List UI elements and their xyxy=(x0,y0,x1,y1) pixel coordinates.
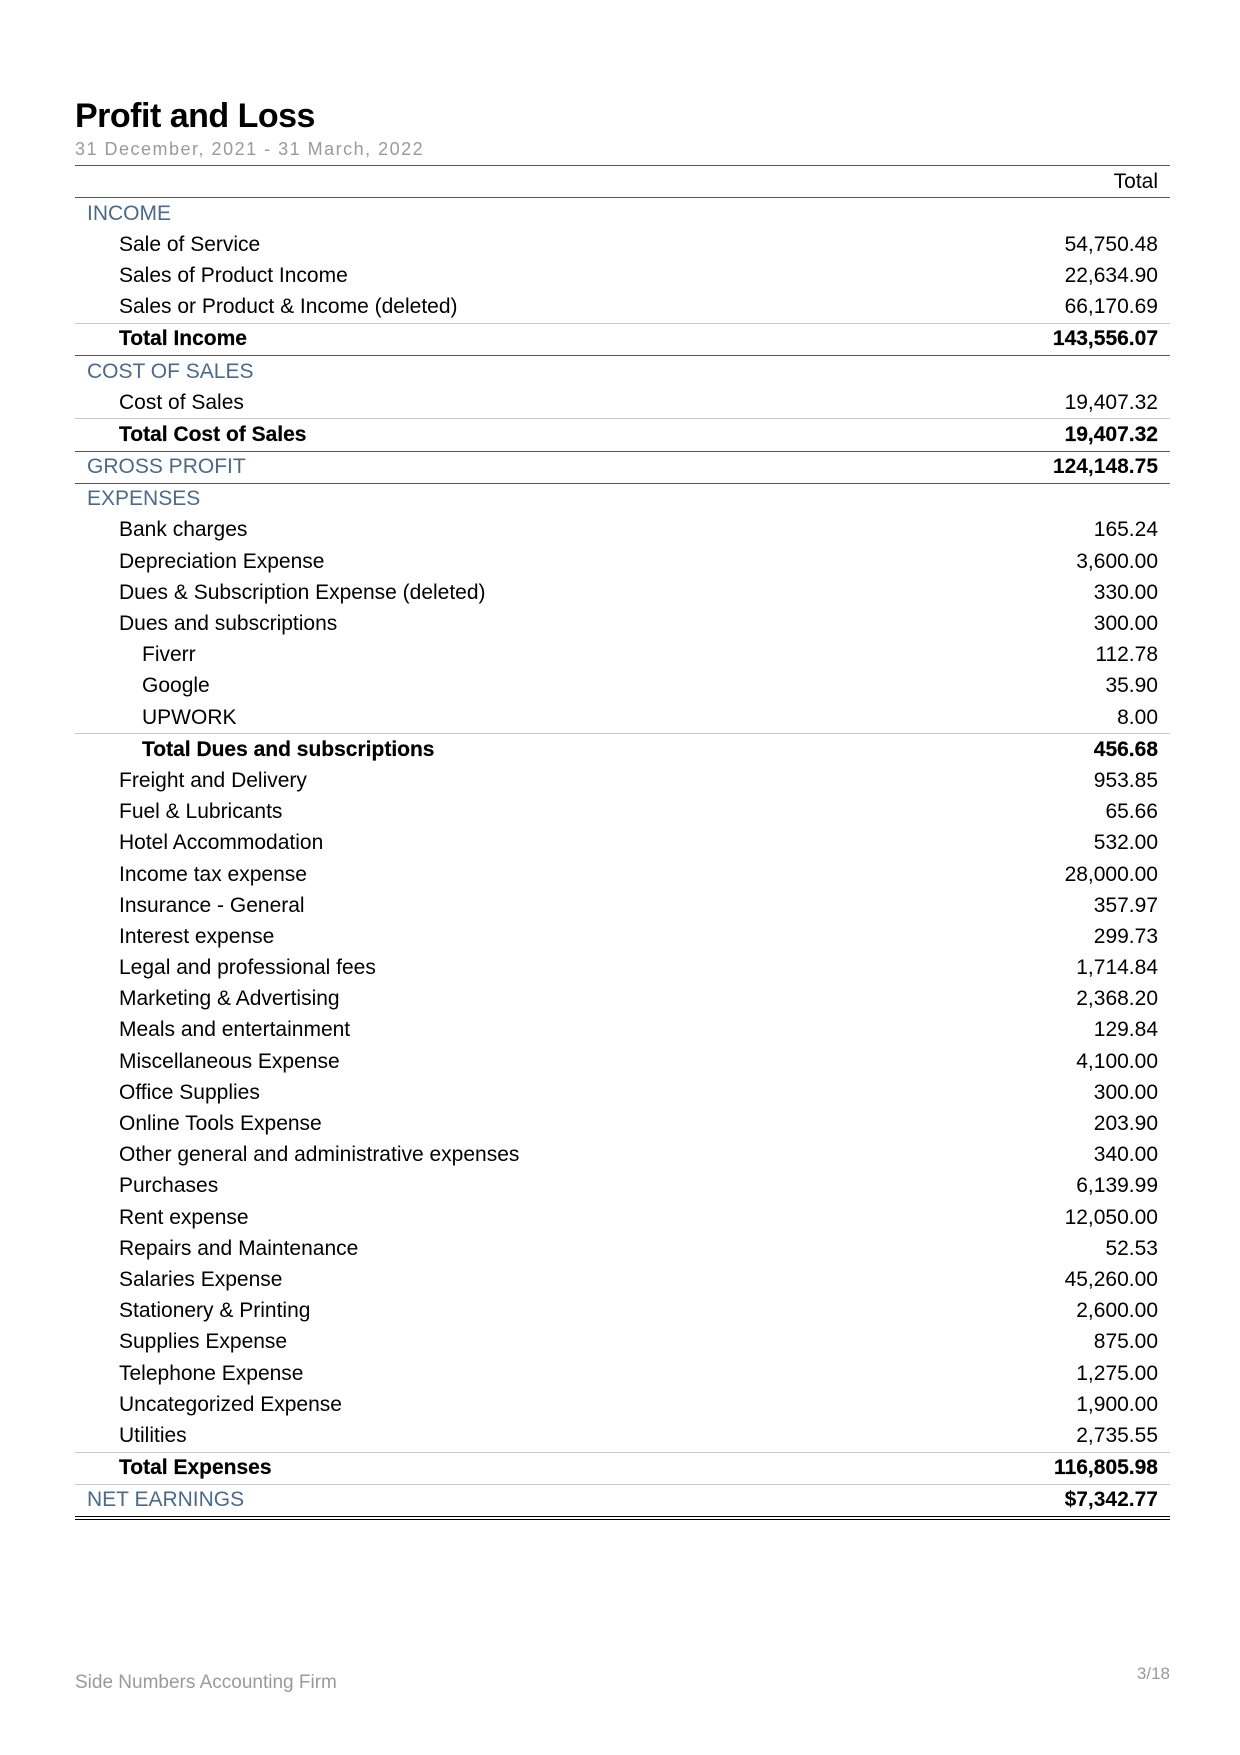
line-item-row xyxy=(75,702,1170,733)
line-item-amount: 65.66 xyxy=(1105,800,1158,824)
line-item-amount: 2,600.00 xyxy=(1076,1299,1158,1323)
column-header-row xyxy=(75,165,1170,198)
section-income-heading xyxy=(75,198,1170,229)
total-amount: 19,407.32 xyxy=(1064,422,1158,446)
line-item-amount: 2,368.20 xyxy=(1076,987,1158,1011)
line-item-row xyxy=(75,1202,1170,1233)
line-item-label: Google xyxy=(142,674,210,698)
line-item-label: Sales or Product & Income (deleted) xyxy=(119,295,458,319)
line-item-label: Supplies Expense xyxy=(119,1330,288,1354)
line-item-amount: 66,170.69 xyxy=(1064,295,1158,319)
line-item-label: Marketing & Advertising xyxy=(119,987,340,1011)
line-item-row xyxy=(75,577,1170,608)
line-item-row xyxy=(75,953,1170,984)
section-label: EXPENSES xyxy=(87,487,201,511)
line-item-row xyxy=(75,260,1170,291)
report-period: 31 December, 2021 - 31 March, 2022 xyxy=(75,139,425,159)
total-income-row xyxy=(75,323,1170,356)
line-item-amount: 330.00 xyxy=(1093,580,1158,604)
line-item-label: Freight and Delivery xyxy=(119,768,307,792)
dues-subitems xyxy=(75,640,1170,734)
line-item-amount: 54,750.48 xyxy=(1064,232,1158,256)
line-item-amount: 8.00 xyxy=(1117,705,1158,729)
line-item-amount: 52.53 xyxy=(1105,1236,1158,1260)
total-expenses-row xyxy=(75,1452,1170,1484)
report-title: Profit and Loss xyxy=(75,97,315,135)
line-item-amount: 12,050.00 xyxy=(1064,1205,1158,1229)
line-item-amount: 300.00 xyxy=(1093,1080,1158,1104)
line-item-label: Utilities xyxy=(119,1423,187,1447)
line-item-row xyxy=(75,1327,1170,1358)
line-item-row xyxy=(75,1358,1170,1389)
line-item-row xyxy=(75,1233,1170,1264)
line-item-row xyxy=(75,229,1170,260)
line-item-row xyxy=(75,984,1170,1015)
line-item-label: Dues and subscriptions xyxy=(119,612,338,636)
total-amount: 456.68 xyxy=(1093,737,1158,761)
line-item-row xyxy=(75,292,1170,323)
section-expenses-heading xyxy=(75,484,1170,515)
line-item-label: Meals and entertainment xyxy=(119,1018,351,1042)
line-item-amount: 112.78 xyxy=(1095,643,1158,667)
line-item-label: Bank charges xyxy=(119,518,248,542)
cost-of-sales-items xyxy=(75,387,1170,418)
line-item-row xyxy=(75,671,1170,702)
line-item-label: Cost of Sales xyxy=(119,390,244,414)
line-item-row xyxy=(75,797,1170,828)
line-item-label: Telephone Expense xyxy=(119,1361,304,1385)
line-item-amount: 35.90 xyxy=(1105,674,1158,698)
line-item-amount: 19,407.32 xyxy=(1064,390,1158,414)
total-cost-of-sales-row xyxy=(75,418,1170,451)
line-item-row xyxy=(75,608,1170,639)
line-item-label: Rent expense xyxy=(119,1205,249,1229)
line-item-row xyxy=(75,1264,1170,1295)
section-label: COST OF SALES xyxy=(87,359,254,383)
section-cost-of-sales-heading xyxy=(75,356,1170,387)
expense-items-after xyxy=(75,765,1170,1451)
line-item-amount: 6,139.99 xyxy=(1076,1174,1158,1198)
report-body xyxy=(75,198,1170,1520)
line-item-row xyxy=(75,828,1170,859)
line-item-label: Repairs and Maintenance xyxy=(119,1236,359,1260)
line-item-label: Online Tools Expense xyxy=(119,1112,322,1136)
line-item-label: Uncategorized Expense xyxy=(119,1392,342,1416)
line-item-label: Office Supplies xyxy=(119,1080,260,1104)
line-item-amount: 532.00 xyxy=(1093,831,1158,855)
line-item-amount: 357.97 xyxy=(1093,893,1158,917)
line-item-label: Interest expense xyxy=(119,924,275,948)
net-earnings-row xyxy=(75,1484,1170,1520)
line-item-label: Dues & Subscription Expense (deleted) xyxy=(119,580,486,604)
line-item-row xyxy=(75,1296,1170,1327)
total-label: Total Cost of Sales xyxy=(119,422,307,446)
line-item-label: Hotel Accommodation xyxy=(119,831,324,855)
line-item-amount: 1,900.00 xyxy=(1076,1392,1158,1416)
expense-items-before xyxy=(75,515,1170,640)
net-earnings-amount: $7,342.77 xyxy=(1064,1488,1158,1512)
line-item-label: Legal and professional fees xyxy=(119,956,376,980)
line-item-amount: 875.00 xyxy=(1093,1330,1158,1354)
line-item-label: Salaries Expense xyxy=(119,1267,283,1291)
line-item-label: UPWORK xyxy=(142,705,237,729)
line-item-row xyxy=(75,1140,1170,1171)
line-item-amount: 165.24 xyxy=(1093,518,1158,542)
line-item-amount: 1,275.00 xyxy=(1076,1361,1158,1385)
footer-page-number: 3/18 xyxy=(1136,1664,1170,1683)
total-amount: 143,556.07 xyxy=(1052,327,1158,351)
line-item-label: Sale of Service xyxy=(119,232,261,256)
gross-profit-row xyxy=(75,452,1170,484)
line-item-row xyxy=(75,1420,1170,1451)
net-earnings-label: NET EARNINGS xyxy=(87,1488,245,1512)
line-item-row xyxy=(75,890,1170,921)
line-item-amount: 45,260.00 xyxy=(1064,1267,1158,1291)
line-item-amount: 3,600.00 xyxy=(1076,549,1158,573)
total-label: Total Dues and subscriptions xyxy=(142,737,435,761)
line-item-label: Depreciation Expense xyxy=(119,549,325,573)
line-item-amount: 28,000.00 xyxy=(1064,862,1158,886)
line-item-row xyxy=(75,921,1170,952)
line-item-row xyxy=(75,1015,1170,1046)
line-item-amount: 1,714.84 xyxy=(1076,956,1158,980)
section-label: INCOME xyxy=(87,201,171,225)
line-item-row xyxy=(75,1171,1170,1202)
line-item-amount: 299.73 xyxy=(1093,924,1158,948)
line-item-row xyxy=(75,1389,1170,1420)
line-item-amount: 4,100.00 xyxy=(1076,1049,1158,1073)
line-item-label: Fuel & Lubricants xyxy=(119,800,283,824)
line-item-amount: 129.84 xyxy=(1093,1018,1158,1042)
line-item-amount: 340.00 xyxy=(1093,1143,1158,1167)
line-item-amount: 300.00 xyxy=(1093,612,1158,636)
line-item-row xyxy=(75,859,1170,890)
line-item-label: Miscellaneous Expense xyxy=(119,1049,340,1073)
line-item-row xyxy=(75,1046,1170,1077)
line-item-label: Fiverr xyxy=(142,643,196,667)
total-dues-row xyxy=(75,733,1170,765)
income-items xyxy=(75,229,1170,323)
line-item-amount: 953.85 xyxy=(1093,768,1158,792)
line-item-label: Purchases xyxy=(119,1174,219,1198)
line-item-row xyxy=(75,640,1170,671)
report-page xyxy=(75,95,1170,1520)
column-header-total: Total xyxy=(1113,169,1158,193)
line-item-row xyxy=(75,1108,1170,1139)
line-item-row xyxy=(75,1077,1170,1108)
total-label: Total Expenses xyxy=(119,1456,272,1480)
line-item-row xyxy=(75,546,1170,577)
total-label: Total Income xyxy=(119,327,247,351)
line-item-label: Stationery & Printing xyxy=(119,1299,311,1323)
footer-firm-name: Side Numbers Accounting Firm xyxy=(75,1672,337,1693)
line-item-label: Income tax expense xyxy=(119,862,307,886)
line-item-amount: 2,735.55 xyxy=(1076,1423,1158,1447)
line-item-label: Sales of Product Income xyxy=(119,263,348,287)
total-amount: 116,805.98 xyxy=(1054,1456,1158,1480)
line-item-amount: 203.90 xyxy=(1093,1112,1158,1136)
gross-profit-label: GROSS PROFIT xyxy=(87,455,246,479)
line-item-amount: 22,634.90 xyxy=(1064,263,1158,287)
gross-profit-amount: 124,148.75 xyxy=(1052,455,1158,479)
line-item-row xyxy=(75,387,1170,418)
line-item-row xyxy=(75,765,1170,796)
line-item-row xyxy=(75,515,1170,546)
line-item-label: Insurance - General xyxy=(119,893,305,917)
line-item-label: Other general and administrative expenses xyxy=(119,1143,520,1167)
